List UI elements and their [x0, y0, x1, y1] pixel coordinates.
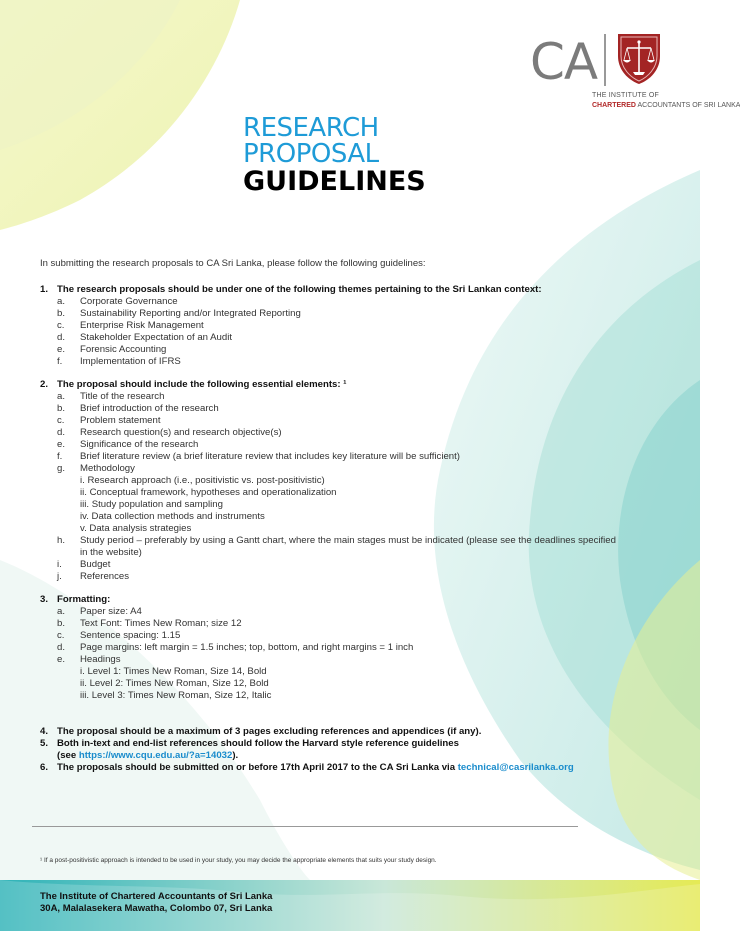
- section-number: 3.: [40, 594, 49, 605]
- section-heading: [40, 284, 542, 296]
- point-number: 6.: [40, 762, 49, 773]
- item-text: Corporate Governance: [80, 296, 178, 307]
- list-item: [40, 535, 617, 559]
- list-item: [40, 415, 617, 427]
- item-letter: c.: [57, 320, 65, 331]
- item-letter: e.: [57, 439, 66, 450]
- item-text: Methodology: [80, 463, 135, 474]
- item-letter: h.: [57, 535, 66, 546]
- item-letter: d.: [57, 642, 66, 653]
- section-formatting: [40, 594, 413, 702]
- sub-item: ii. Conceptual framework, hypotheses and operationalization: [80, 487, 337, 498]
- logo-divider: [604, 34, 606, 86]
- sub-item: i. Level 1: Times New Roman, Size 14, Bold: [80, 666, 267, 677]
- item-text: Sentence spacing: 1.15: [80, 630, 181, 641]
- list-item: [40, 356, 542, 368]
- list-item: [40, 427, 617, 439]
- list-item: [40, 320, 542, 332]
- item-text: Title of the research: [80, 391, 165, 402]
- item-text: Brief literature review (a brief literature review that includes key literature will be sufficient): [80, 451, 460, 462]
- item-letter: c.: [57, 630, 65, 641]
- item-letter: d.: [57, 332, 66, 343]
- institute-logo: [530, 30, 740, 120]
- item-text: Significance of the research: [80, 439, 199, 450]
- point-text: The proposal should be a maximum of 3 pages excluding references and appendices (if any).: [57, 726, 482, 737]
- point-text: The proposals should be submitted on or before 17th April 2017 to the CA Sri Lanka via: [57, 762, 458, 773]
- list-item: [40, 451, 617, 463]
- footnote-divider: [32, 826, 578, 827]
- item-text: Text Font: Times New Roman; size 12: [80, 618, 242, 629]
- section-heading: [40, 594, 413, 606]
- list-item: [40, 391, 617, 403]
- list-item: [40, 642, 413, 654]
- harvard-guide-link[interactable]: https://www.cqu.edu.au/?a=14032: [78, 750, 233, 761]
- item-letter: g.: [57, 463, 66, 474]
- title-line-guidelines: GUIDELINES: [243, 166, 426, 197]
- point-6: [40, 762, 574, 774]
- item-text: Problem statement: [80, 415, 161, 426]
- item-text: Paper size: A4: [80, 606, 142, 617]
- item-text: Stakeholder Expectation of an Audit: [80, 332, 233, 343]
- item-letter: c.: [57, 415, 65, 426]
- list-item: [40, 344, 542, 356]
- item-letter: i.: [57, 559, 62, 570]
- sub-item: ii. Level 2: Times New Roman, Size 12, Bold: [80, 678, 269, 689]
- item-text: Study period – preferably by using a Gantt chart, where the main stages must be indicated (please see the deadlines specified in the website): [80, 535, 616, 558]
- list-item: [40, 439, 617, 451]
- logo-institute-line: THE INSTITUTE OF: [592, 92, 659, 99]
- closing-text: ).: [232, 750, 239, 761]
- item-letter: d.: [57, 427, 66, 438]
- logo-chartered-text: CHARTERED: [592, 102, 636, 109]
- footnote: ¹ If a post-positivistic approach is intended to be used in your study, you may decide the appropriate elements that suits your study design.: [40, 857, 437, 864]
- footer-institute-name: The Institute of Chartered Accountants of Sri Lanka: [40, 891, 273, 902]
- item-text: Brief introduction of the research: [80, 403, 219, 414]
- item-letter: a.: [57, 391, 66, 402]
- item-text: Research question(s) and research objective(s): [80, 427, 282, 438]
- section-heading-text: The research proposals should be under one of the following themes pertaining to the Sri Lankan context:: [57, 284, 542, 295]
- sub-item: iii. Level 3: Times New Roman, Size 12, Italic: [80, 690, 272, 701]
- section-heading-text: The proposal should include the following essential elements: ¹: [57, 379, 347, 390]
- item-letter: j.: [57, 571, 62, 582]
- sub-item: iv. Data collection methods and instruments: [80, 511, 265, 522]
- sub-item: iii. Study population and sampling: [80, 499, 223, 510]
- point-text: Both in-text and end-list references should follow the Harvard style reference guidelines: [57, 738, 459, 749]
- item-letter: b.: [57, 618, 66, 629]
- intro-text: In submitting the research proposals to CA Sri Lanka, please follow the following guidelines:: [40, 258, 426, 269]
- item-text: Page margins: left margin = 1.5 inches; top, bottom, and right margins = 1 inch: [80, 642, 414, 653]
- item-letter: b.: [57, 403, 66, 414]
- point-number: 5.: [40, 738, 49, 749]
- logo-name-line: [592, 102, 740, 109]
- footer-street-address: 30A, Malalasekera Mawatha, Colombo 07, Sri Lanka: [40, 903, 273, 914]
- list-item: [40, 403, 617, 415]
- item-letter: f.: [57, 356, 63, 367]
- footer-address: [40, 891, 272, 915]
- section-heading: [40, 379, 617, 391]
- point-4: [40, 726, 574, 738]
- list-item: [40, 308, 542, 320]
- logo-mark: CA: [530, 33, 598, 91]
- item-letter: e.: [57, 654, 66, 665]
- item-text: Implementation of IFRS: [80, 356, 181, 367]
- item-text: Headings: [80, 654, 121, 665]
- title-line-research: RESEARCH: [243, 113, 379, 143]
- item-letter: f.: [57, 451, 63, 462]
- point-5: [40, 738, 574, 750]
- section-number: 1.: [40, 284, 49, 295]
- list-item: [40, 296, 542, 308]
- list-item: [40, 571, 617, 583]
- section-submission-rules: [40, 726, 574, 774]
- item-text: Enterprise Risk Management: [80, 320, 204, 331]
- item-text: Sustainability Reporting and/or Integrated Reporting: [80, 308, 301, 319]
- list-item: [40, 630, 413, 642]
- sub-item: v. Data analysis strategies: [80, 523, 192, 534]
- point-5-continuation: [40, 750, 574, 762]
- scales-shield-icon: [614, 30, 664, 86]
- list-item: [40, 559, 617, 571]
- list-item: [40, 618, 413, 630]
- item-text: References: [80, 571, 130, 582]
- page-title: [243, 115, 426, 197]
- list-item: [40, 332, 542, 344]
- item-letter: a.: [57, 606, 66, 617]
- section-elements: [40, 379, 617, 583]
- logo-accountants-text: ACCOUNTANTS OF SRI LANKA: [635, 102, 740, 109]
- list-item: [40, 606, 413, 618]
- section-themes: [40, 284, 542, 368]
- sub-item: i. Research approach (i.e., positivistic vs. post-positivistic): [80, 475, 325, 486]
- see-text: (see: [57, 750, 79, 761]
- item-letter: e.: [57, 344, 66, 355]
- item-text: Forensic Accounting: [80, 344, 167, 355]
- item-letter: a.: [57, 296, 66, 307]
- section-number: 2.: [40, 379, 49, 390]
- point-number: 4.: [40, 726, 49, 737]
- section-heading-text: Formatting:: [57, 594, 111, 605]
- list-item: [40, 463, 617, 475]
- title-line-proposal: PROPOSAL: [243, 139, 379, 169]
- email-link[interactable]: technical@casrilanka.org: [457, 762, 574, 773]
- item-text: Budget: [80, 559, 111, 570]
- item-letter: b.: [57, 308, 66, 319]
- list-item: [40, 654, 413, 666]
